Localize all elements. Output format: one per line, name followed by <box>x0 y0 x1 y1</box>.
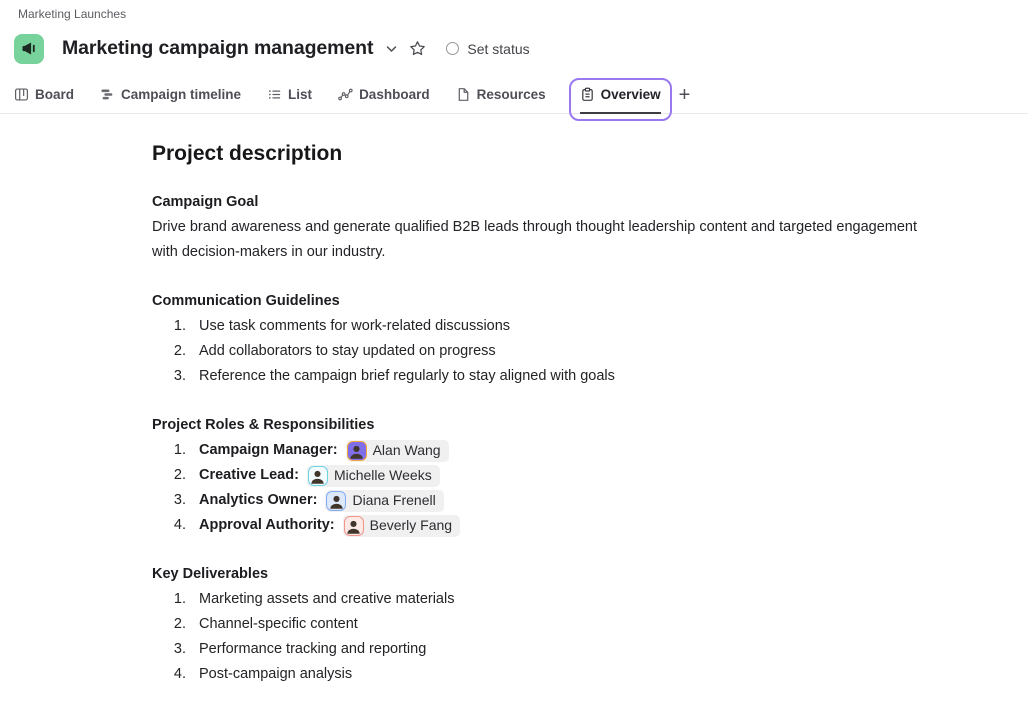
user-name: Alan Wang <box>372 442 441 458</box>
list-text: Marketing assets and creative materials <box>199 591 455 607</box>
tab-label: Overview <box>600 87 661 102</box>
list-item <box>152 612 942 637</box>
list-item <box>152 339 942 364</box>
list-icon <box>267 87 282 102</box>
tab-dashboard[interactable] <box>338 76 430 113</box>
set-status-button[interactable] <box>446 41 529 57</box>
document-body <box>152 142 942 687</box>
add-view-button[interactable]: + <box>678 83 691 106</box>
dashboard-icon <box>338 87 353 102</box>
role-list-item <box>152 488 942 513</box>
page-title[interactable]: Marketing campaign management <box>62 37 374 59</box>
set-status-label: Set status <box>467 40 530 57</box>
role-list-item <box>152 513 942 538</box>
star-icon[interactable] <box>409 40 426 57</box>
list-number: 4. <box>173 517 186 533</box>
list-item <box>152 364 942 389</box>
project-megaphone-icon[interactable] <box>14 34 44 64</box>
role-list-item <box>152 463 942 488</box>
role-label: Approval Authority: <box>199 517 335 533</box>
tab-list[interactable] <box>267 76 312 113</box>
section-heading: Communication Guidelines <box>152 293 340 309</box>
user-chip[interactable] <box>343 515 460 537</box>
tab-campaign-timeline[interactable] <box>100 76 241 113</box>
header <box>14 33 530 64</box>
board-icon <box>14 87 29 102</box>
list-text: Use task comments for work-related discussions <box>199 318 511 334</box>
list-item <box>152 314 942 339</box>
resources-icon <box>456 87 471 102</box>
tab-label: Board <box>35 87 75 102</box>
doc-title: Project description <box>152 142 343 165</box>
list-number: 1. <box>173 442 186 458</box>
list-item <box>152 587 942 612</box>
doc-section <box>152 413 942 538</box>
list-item <box>152 637 942 662</box>
timeline-icon <box>100 87 115 102</box>
overview-icon <box>580 87 595 102</box>
tab-label: Campaign timeline <box>121 87 242 102</box>
list-item <box>152 662 942 687</box>
section-paragraph: Drive brand awareness and generate qualified B2B leads through thought leadership content and targeted engagement with decision-makers in our industry. <box>152 219 918 260</box>
role-label: Creative Lead: <box>199 467 299 483</box>
doc-section <box>152 289 942 389</box>
list-number: 2. <box>173 343 186 359</box>
list-text: Post-campaign analysis <box>199 666 353 682</box>
section-heading: Campaign Goal <box>152 194 259 210</box>
role-label: Analytics Owner: <box>199 492 318 508</box>
list-text: Channel-specific content <box>199 616 358 632</box>
user-chip[interactable] <box>307 465 440 487</box>
section-heading: Key Deliverables <box>152 566 269 582</box>
status-circle-icon <box>446 42 459 55</box>
tab-overview[interactable] <box>580 76 661 113</box>
chevron-down-icon[interactable] <box>386 45 397 53</box>
avatar <box>347 441 367 461</box>
list-number: 1. <box>173 318 186 334</box>
section-heading: Project Roles & Responsibilities <box>152 417 375 433</box>
role-list-item <box>152 438 942 463</box>
tab-bar <box>0 76 1028 114</box>
avatar <box>308 466 328 486</box>
list-number: 2. <box>173 467 186 483</box>
user-chip[interactable] <box>346 440 449 462</box>
avatar <box>344 516 364 536</box>
user-chip[interactable] <box>325 490 443 512</box>
list-number: 3. <box>173 492 186 508</box>
list-number: 3. <box>173 641 186 657</box>
doc-section <box>152 562 942 687</box>
tab-label: List <box>288 87 313 102</box>
list-text: Add collaborators to stay updated on progress <box>199 343 496 359</box>
list-text: Reference the campaign brief regularly to stay aligned with goals <box>199 368 615 384</box>
user-name: Beverly Fang <box>369 517 453 533</box>
list-text: Performance tracking and reporting <box>199 641 427 657</box>
list-number: 1. <box>173 591 186 607</box>
list-number: 4. <box>173 666 186 682</box>
role-label: Campaign Manager: <box>199 442 338 458</box>
user-name: Michelle Weeks <box>333 467 432 483</box>
list-number: 3. <box>173 368 186 384</box>
tab-label: Dashboard <box>359 87 430 102</box>
list-number: 2. <box>173 616 186 632</box>
tab-board[interactable] <box>14 76 74 113</box>
tab-resources[interactable] <box>456 76 546 113</box>
breadcrumb[interactable]: Marketing Launches <box>18 7 127 21</box>
doc-section <box>152 190 942 265</box>
tab-label: Resources <box>476 87 546 102</box>
avatar <box>326 491 346 511</box>
user-name: Diana Frenell <box>352 492 436 508</box>
